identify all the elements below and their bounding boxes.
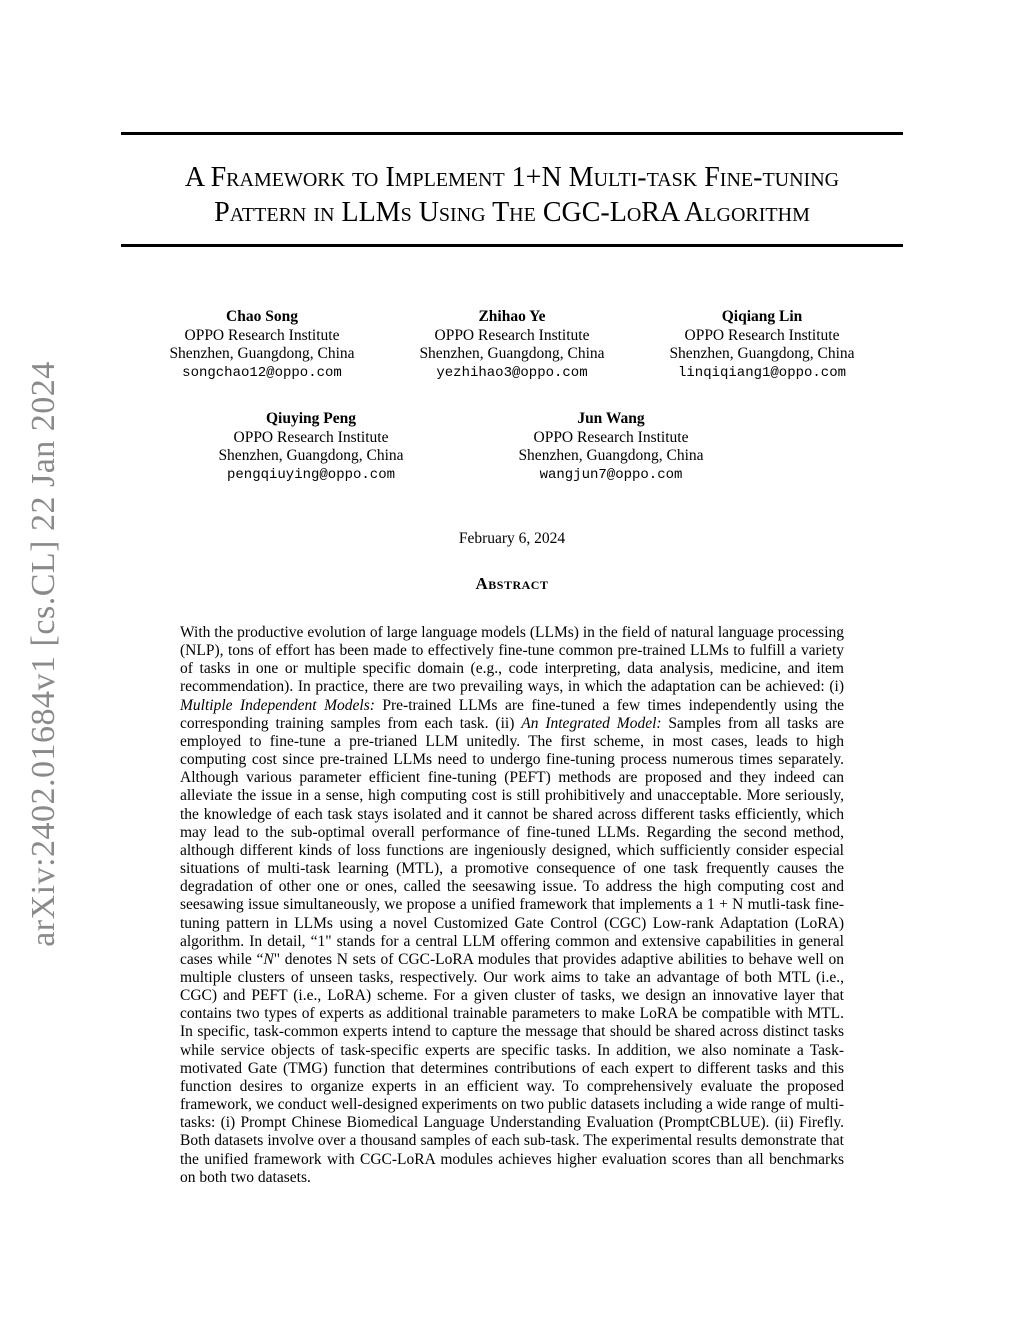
author-location: Shenzhen, Guangdong, China xyxy=(169,345,355,362)
author-affiliation: OPPO Research Institute xyxy=(184,326,340,344)
author-affiliation: OPPO Research Institute xyxy=(533,428,689,446)
author-block xyxy=(161,410,461,484)
author-email[interactable]: linqiqiang1@oppo.com xyxy=(677,364,847,381)
author-name: Chao Song xyxy=(226,308,298,325)
author-affiliation: OPPO Research Institute xyxy=(434,326,590,344)
author-location: Shenzhen, Guangdong, China xyxy=(669,345,855,362)
author-name: Qiuying Peng xyxy=(265,410,356,427)
title-bottom-rule xyxy=(121,244,903,247)
author-email[interactable]: wangjun7@oppo.com xyxy=(539,466,683,483)
abstract-text: Samples from all tasks are employed to fine-tune a pre-trianed LLM unitedly. The first scheme, in most cases, leads to high computing cost since pre-trained LLMs need to undergo fine-tuning process numerous times separately. Although various parameter efficient fine-tuning (PEFT) methods are proposed and they indeed can alleviate the issue in a sense, high computing cost is still prohibitively and unacceptable. More seriously, the knowledge of each task stays isolated and it cannot be shared across different tasks efficiently, which may lead to the sub-optimal overall performance of fine-tuned LLMs. Regarding the second method, although different kinds of loss functions are ingeniously designed, which sufficiently consider especial situations of multi-task learning (MTL), a promotive consequence of one task frequently causes the degradation of other one or ones, called the seesawing issue. To address the high computing cost and seesawing issue simultaneously, we propose a unified framework that implements a xyxy=(180,714,844,914)
author-name: Zhihao Ye xyxy=(478,308,546,325)
abstract-text: With the productive evolution of large language models (LLMs) in the field of natural language processing (NLP), tons of effort has been made to effectively fine-tune common pre-trained LLMs to fulfill a variety of tasks in one or multiple specific domain (e.g., code interpreting, data analysis, medicine, and item recommendation). In practice, there are two prevailing ways, in which the adaptation can be achieved: (i) xyxy=(180,624,844,696)
math-symbol: N xyxy=(263,950,274,968)
author-email[interactable]: pengqiuying@oppo.com xyxy=(226,466,396,483)
author-block xyxy=(461,410,761,484)
arxiv-stamp: arXiv:2402.01684v1 [cs.CL] 22 Jan 2024 xyxy=(25,361,62,947)
author-name: Jun Wang xyxy=(577,410,645,427)
abstract-emphasis: Multiple Independent Models: xyxy=(180,696,375,714)
abstract-text: Pre-trained LLMs are fine-tuned a few times independently using the corresponding training samples from each task. (ii) xyxy=(180,696,844,732)
author-email[interactable]: yezhihao3@oppo.com xyxy=(436,364,588,381)
abstract-text: " denotes N sets of CGC-LoRA modules that provides adaptive abilities to behave well on multiple clusters of unseen tasks, respectively. Our work aims to take an advantage of both MTL (i.e., CGC) and PEFT (i.e., LoRA) scheme. For a given cluster of tasks, we design an innovative layer that contains two types of experts as additional trainable parameters to make LoRA be compatible with MTL. In specific, task-common experts intend to capture the message that should be shared across distinct tasks while service objects of task-specific experts are specific tasks. In addition, we also nominate a Task-motivated Gate (TMG) function that determines contributions of each expert to different tasks and this function desires to organize experts in an efficient way. To comprehensively evaluate the proposed framework, we conduct well-designed experiments on two public datasets including a wide range of multi-tasks: (i) Prompt Chinese Biomedical Language Understanding Evaluation (PromptCBLUE). (ii) Firefly. Both datasets involve over a thousand samples of each sub-task. The experimental results demonstrate that the unified framework with CGC-LoRA modules achieves higher evaluation scores than all benchmarks on both two datasets. xyxy=(180,950,844,1186)
title-top-rule xyxy=(121,132,903,135)
abstract-emphasis: An Integrated Model: xyxy=(521,714,662,732)
author-location: Shenzhen, Guangdong, China xyxy=(218,447,404,464)
author-affiliation: OPPO Research Institute xyxy=(233,428,389,446)
title-line-2: Pattern in LLMs Using The CGC-LoRA Algorithm xyxy=(214,197,810,228)
publication-date: February 6, 2024 xyxy=(458,530,566,547)
author-location: Shenzhen, Guangdong, China xyxy=(518,447,704,464)
author-block xyxy=(612,308,912,382)
author-affiliation: OPPO Research Institute xyxy=(684,326,840,344)
abstract-body xyxy=(180,624,844,1187)
author-email[interactable]: songchao12@oppo.com xyxy=(182,364,342,381)
math-expression: 1 + N xyxy=(707,896,744,914)
author-name: Qiqiang Lin xyxy=(721,308,803,325)
abstract-text: mutli-task fine-tuning pattern in LLMs using a novel Customized Gate Control (CGC) Low-rank Adaptation (LoRA) algorithm. In detail, “1" stands for a central LLM offering common and extensive capabilities in general cases while “ xyxy=(180,896,845,968)
paper-title xyxy=(100,160,924,230)
title-line-1: A Framework to Implement 1+N Multi-task Fine-tuning xyxy=(184,162,840,193)
author-location: Shenzhen, Guangdong, China xyxy=(419,345,605,362)
abstract-heading: Abstract xyxy=(475,574,549,593)
